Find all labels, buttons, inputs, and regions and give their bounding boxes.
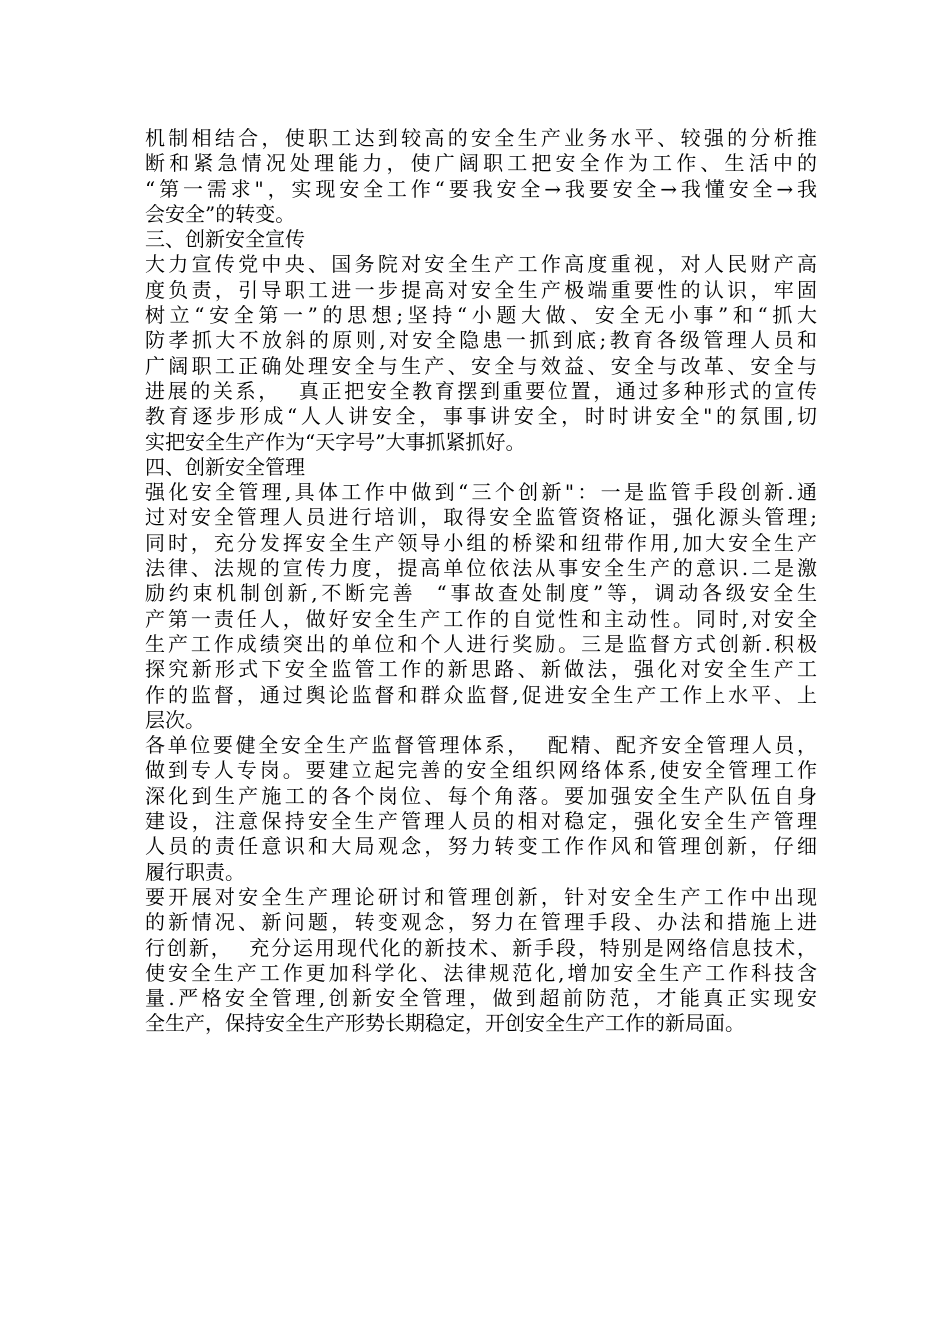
text-line: 层次。 [145, 707, 205, 732]
text-line: 各单位要健全安全生产监督管理体系， 配精、配齐安全管理人员， [145, 733, 817, 758]
text-line: 产第一责任人，做好安全生产工作的自觉性和主动性。同时,对安全 [145, 606, 817, 631]
paragraph-publicity [145, 252, 817, 454]
text-line: “第一需求"，实现安全工作“要我安全→我要安全→我懂安全→我 [145, 176, 817, 201]
text-line: 教育逐步形成“人人讲安全，事事讲安全，时时讲安全"的氛围,切 [145, 404, 817, 429]
text-line: 量.严格安全管理,创新安全管理，做到超前防范，才能真正实现安 [145, 986, 817, 1011]
text-line: 作的监督，通过舆论监督和群众监督,促进安全生产工作上水平、上 [145, 682, 817, 707]
text-line: 使安全生产工作更加科学化、法律规范化,增加安全生产工作科技含 [145, 960, 817, 985]
text-line: 树立“安全第一”的思想;坚持“小题大做、安全无小事”和“抓大 [145, 303, 817, 328]
section-heading-4: 四、创新安全管理 [145, 454, 305, 479]
document-body [145, 126, 817, 1037]
text-line: 会安全”的转变。 [145, 201, 296, 226]
text-line: 履行职责。 [145, 859, 245, 884]
text-line: 建设，注意保持安全生产管理人员的相对稳定，强化安全生产管理 [145, 809, 817, 834]
text-line: 断和紧急情况处理能力，使广阔职工把安全作为工作、生活中的 [145, 151, 817, 176]
text-line: 探究新形式下安全监管工作的新思路、新做法，强化对安全生产工 [145, 657, 817, 682]
text-line: 励约束机制创新,不断完善 “事故查处制度”等，调动各级安全生 [145, 581, 817, 606]
text-line: 法律、法规的宣传力度，提高单位依法从事安全生产的意识.二是激 [145, 556, 817, 581]
text-line: 的新情况、新问题，转变观念，努力在管理手段、办法和措施上进 [145, 910, 817, 935]
text-line: 广阔职工正确处理安全与生产、安全与效益、安全与改革、安全与 [145, 353, 817, 378]
text-line: 进展的关系， 真正把安全教育摆到重要位置，通过多种形式的宣传 [145, 378, 817, 403]
section-heading-3: 三、创新安全宣传 [145, 227, 305, 252]
paragraph-management [145, 480, 817, 733]
text-line: 全生产，保持安全生产形势长期稳定，开创安全生产工作的新局面。 [145, 1011, 745, 1036]
text-line: 人员的责任意识和大局观念，努力转变工作作风和管理创新，仔细 [145, 834, 817, 859]
paragraph-mechanism [145, 126, 817, 227]
text-line: 生产工作成绩突出的单位和个人进行奖励。三是监督方式创新.积极 [145, 631, 817, 656]
text-line: 强化安全管理,具体工作中做到“三个创新"：一是监管手段创新.通 [145, 480, 817, 505]
paragraph-theory-innovation [145, 885, 817, 1037]
text-line: 深化到生产施工的各个岗位、每个角落。要加强安全生产队伍自身 [145, 783, 817, 808]
text-line: 同时，充分发挥安全生产领导小组的桥梁和纽带作用,加大安全生产 [145, 530, 817, 555]
text-line: 过对安全管理人员进行培训，取得安全监管资格证，强化源头管理; [145, 505, 817, 530]
text-line: 防孝抓大不放斜的原则,对安全隐患一抓到底;教育各级管理人员和 [145, 328, 817, 353]
text-line: 做到专人专岗。要建立起完善的安全组织网络体系,使安全管理工作 [145, 758, 817, 783]
text-line: 度负责，引导职工进一步提高对安全生产极端重要性的认识，牢固 [145, 277, 817, 302]
text-line: 实把安全生产作为“天字号”大事抓紧抓好。 [145, 429, 526, 454]
text-line: 机制相结合，使职工达到较高的安全生产业务水平、较强的分析推 [145, 126, 817, 150]
text-line: 行创新， 充分运用现代化的新技术、新手段，特别是网络信息技术， [145, 935, 817, 960]
paragraph-supervision-system [145, 733, 817, 885]
text-line: 大力宣传党中央、国务院对安全生产工作高度重视，对人民财产高 [145, 252, 817, 277]
text-line: 要开展对安全生产理论研讨和管理创新，针对安全生产工作中出现 [145, 884, 817, 909]
